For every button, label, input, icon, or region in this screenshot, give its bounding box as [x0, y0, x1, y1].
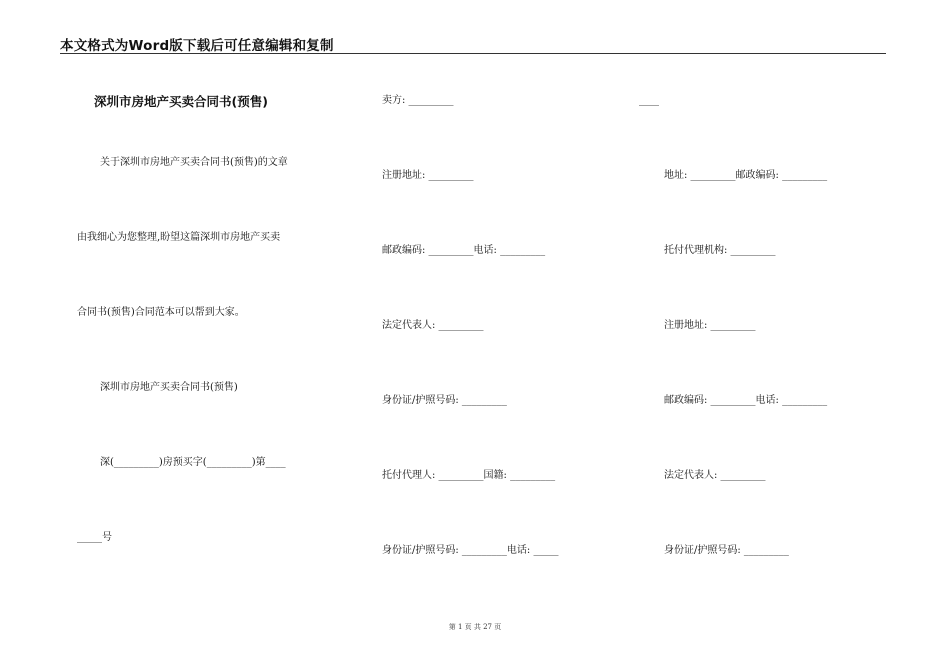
registered-address-field: 注册地址: _________ — [664, 320, 756, 331]
left-text-line: 由我细心为您整理,盼望这篇深圳市房地产买卖 — [77, 232, 281, 243]
page-number: 第 1 页 共 27 页 — [448, 623, 502, 631]
page-header — [60, 36, 886, 54]
registered-address-field: 注册地址: _________ — [382, 170, 474, 181]
postcode-phone-field: 邮政编码: _________电话: _________ — [382, 245, 546, 256]
header-text: 本文格式为Word版下载后可任意编辑和复制 — [60, 38, 334, 54]
legal-representative-field: 法定代表人: _________ — [382, 320, 484, 331]
blank-line-field: ____ — [639, 95, 659, 106]
left-text-line: 深圳市房地产买卖合同书(预售) — [100, 382, 238, 393]
seller-field: 卖方: _________ — [382, 95, 454, 106]
id-passport-phone-field: 身份证/护照号码: _________电话: _____ — [382, 545, 559, 556]
left-text-line: 合同书(预售)合同范本可以帮到大家。 — [77, 307, 245, 318]
postcode-phone-field: 邮政编码: _________电话: _________ — [664, 395, 828, 406]
left-text-line: _____号 — [77, 532, 112, 543]
id-passport-field: 身份证/护照号码: _________ — [664, 545, 789, 556]
document-title: 深圳市房地产买卖合同书(预售) — [94, 94, 268, 109]
address-postcode-field: 地址: _________邮政编码: _________ — [664, 170, 828, 181]
id-passport-field: 身份证/护照号码: _________ — [382, 395, 507, 406]
left-text-line: 关于深圳市房地产买卖合同书(预售)的文章 — [100, 157, 288, 168]
legal-representative-field: 法定代表人: _________ — [664, 470, 766, 481]
agent-nationality-field: 托付代理人: _________国籍: _________ — [382, 470, 556, 481]
left-text-line: 深(_________)房预买字(_________)第____ — [100, 457, 286, 468]
agency-field: 托付代理机构: _________ — [664, 245, 776, 256]
